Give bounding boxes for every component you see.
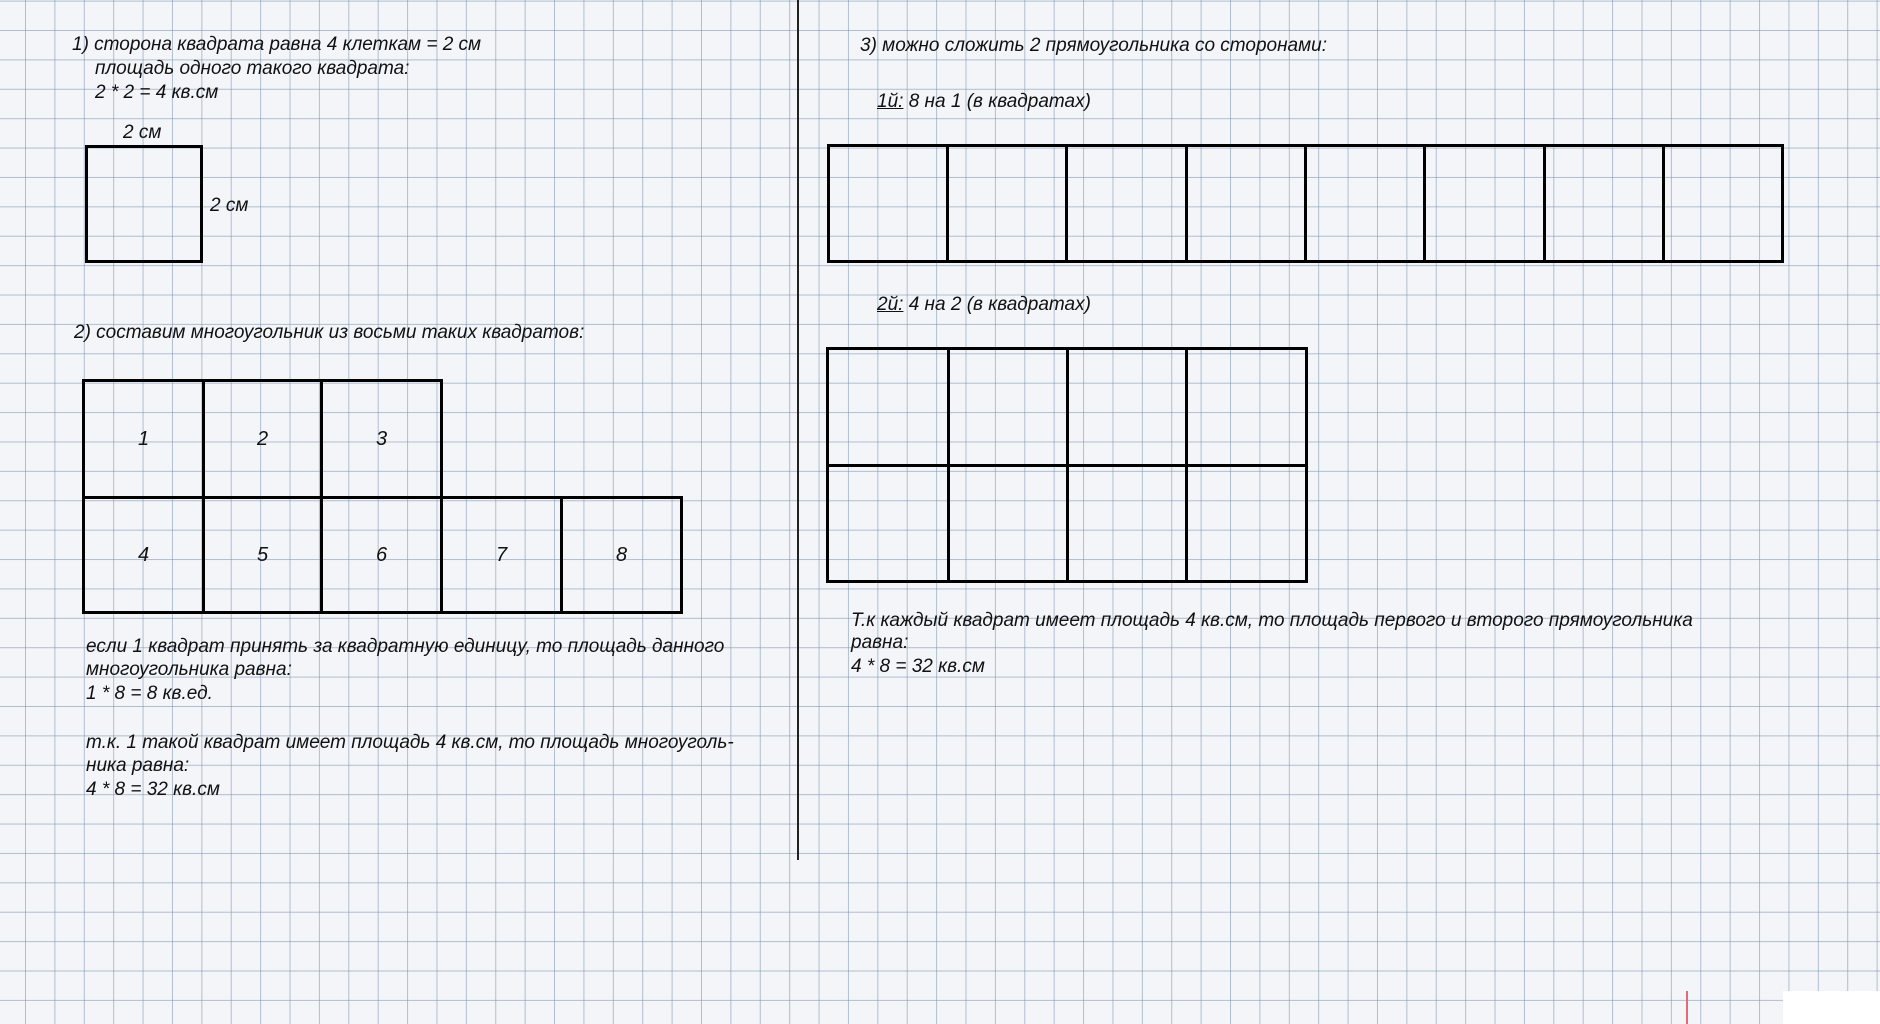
section3-conclusion-line2: равна: <box>851 632 909 653</box>
rect1-cell <box>827 144 949 263</box>
section2-title: 2) составим многоугольник из восьми таких квадратов: <box>74 322 585 343</box>
rect2-cell <box>947 347 1069 467</box>
rect2-cell <box>826 347 950 467</box>
polygon-cell-8: 8 <box>560 496 683 614</box>
section3-conclusion-line3: 4 * 8 = 32 кв.см <box>851 656 985 677</box>
rect2-cell <box>826 464 950 583</box>
unit-square <box>85 145 203 263</box>
section1-line1: 1) сторона квадрата равна 4 клеткам = 2 см <box>72 34 482 55</box>
page-edge-blank <box>1783 991 1880 1024</box>
red-margin-line <box>1686 991 1688 1024</box>
rect2-label <box>877 293 1091 317</box>
rect1-cell <box>1065 144 1188 263</box>
section1-line2: площадь одного такого квадрата: <box>95 58 410 79</box>
rect1-cell <box>1543 144 1665 263</box>
rect1-label-text: 8 на 1 (в квадратах) <box>903 91 1091 112</box>
rect2-cell <box>947 464 1069 583</box>
rect1-cell <box>1304 144 1426 263</box>
section3-title: 3) можно сложить 2 прямоугольника со сторонами: <box>860 35 1327 56</box>
rect2-label-prefix: 2й: <box>877 294 904 315</box>
section2-para2-line3: 4 * 8 = 32 кв.см <box>86 779 220 800</box>
square-side-label: 2 см <box>210 195 249 216</box>
polygon-cell-4: 4 <box>82 496 205 614</box>
rect2-cell <box>1066 464 1188 583</box>
section2-para2-line2: ника равна: <box>86 755 190 776</box>
section2-para1-line1: если 1 квадрат принять за квадратную единицу, то площадь данного <box>86 636 725 657</box>
polygon-cell-1: 1 <box>82 379 205 499</box>
square-top-label: 2 см <box>123 122 162 143</box>
rect1-label-prefix: 1й: <box>877 91 904 112</box>
section1-line3: 2 * 2 = 4 кв.см <box>95 82 219 103</box>
rect2-cell <box>1185 347 1308 467</box>
rect2-cell <box>1066 347 1188 467</box>
rect1-label <box>877 90 1091 114</box>
rect2-cell <box>1185 464 1308 583</box>
rect1-cell <box>946 144 1068 263</box>
polygon-cell-3: 3 <box>320 379 443 499</box>
rect1-cell <box>1423 144 1546 263</box>
section2-para1-line3: 1 * 8 = 8 кв.ед. <box>86 683 213 704</box>
section3-conclusion-line1: Т.к каждый квадрат имеет площадь 4 кв.см, то площадь первого и второго прямоугольника <box>851 610 1693 631</box>
rect1-cell <box>1185 144 1307 263</box>
rect2-label-text: 4 на 2 (в квадратах) <box>903 294 1091 315</box>
polygon-cell-6: 6 <box>320 496 443 614</box>
section2-para1-line2: многоугольника равна: <box>86 659 292 680</box>
polygon-cell-5: 5 <box>202 496 323 614</box>
column-divider <box>797 0 799 860</box>
rect1-cell <box>1662 144 1784 263</box>
polygon-cell-7: 7 <box>440 496 563 614</box>
polygon-cell-2: 2 <box>202 379 323 499</box>
section2-para2-line1: т.к. 1 такой квадрат имеет площадь 4 кв.см, то площадь многоуголь- <box>86 732 734 753</box>
